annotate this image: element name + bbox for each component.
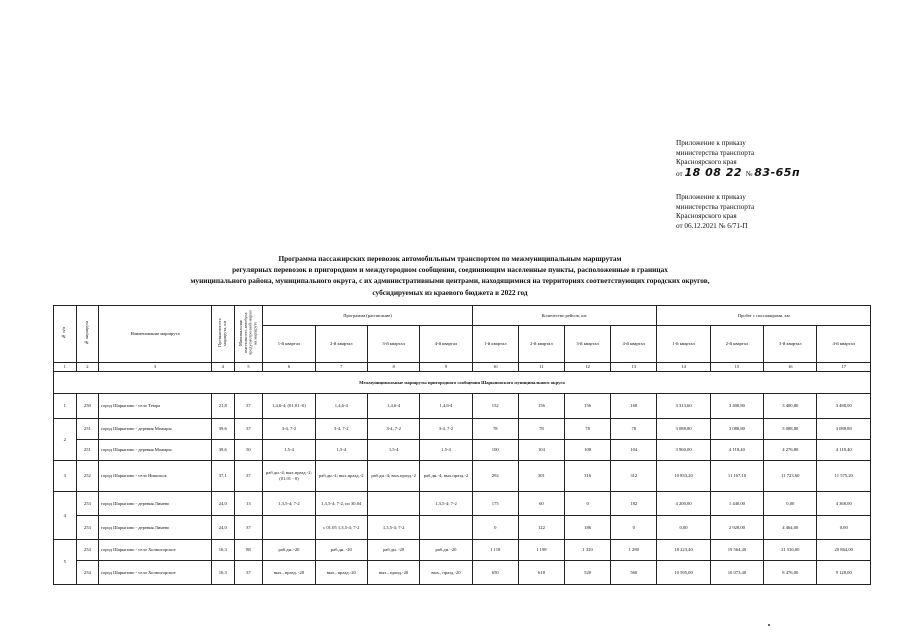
row-number: 5 (54, 540, 77, 585)
trips-q4: 104 (611, 440, 657, 461)
bus-capacity: 50 (234, 440, 263, 461)
title-line: субсидируемых из краевого бюджета в 2022 год (372, 287, 528, 297)
route-length: 24,0 (212, 516, 235, 540)
header-capacity: Минимальная вместимость автобуса предусмотренной марки на маршруте (234, 306, 263, 363)
table-row (54, 419, 871, 440)
from-label: от (676, 169, 683, 178)
appendix-date-line (676, 165, 801, 180)
mileage-q4: 9 128,00 (817, 561, 871, 585)
col-number: 4 (212, 363, 235, 372)
header-q2: 2-й квартал (315, 326, 367, 363)
mileage-q2: 3 088,80 (710, 419, 763, 440)
program-q4: раб.дн.-4; вых.празд.-2 (420, 461, 472, 492)
col-number: 17 (817, 363, 871, 372)
trips-q4: 0 (611, 516, 657, 540)
mileage-q4: 20 864,00 (817, 540, 871, 561)
trips-q1: 1 118 (472, 540, 518, 561)
bus-capacity: 37 (234, 419, 263, 440)
route-length: 16,3 (212, 561, 235, 585)
program-q3: раб.дн. -20 (367, 540, 419, 561)
trips-q2: 122 (518, 516, 564, 540)
program-q4: 1,4,6-4 (420, 394, 472, 419)
bus-capacity: 37 (234, 561, 263, 585)
program-q1: вых., празд. -20 (263, 561, 315, 585)
program-q4 (420, 516, 472, 540)
route-number: 253 (76, 492, 99, 516)
route-number: 254 (76, 540, 99, 561)
header-trips: Количество рейсов, шт. (472, 306, 657, 326)
mileage-q1: 3 313,60 (657, 394, 710, 419)
col-number: 5 (234, 363, 263, 372)
program-q4: 1,5-4 (420, 440, 472, 461)
program-q4: 1,3,5-4; 7-2 (420, 492, 472, 516)
col-number: 12 (565, 363, 611, 372)
col-number: 10 (472, 363, 518, 372)
program-q2: 1,5-4 (315, 440, 367, 461)
program-q2: с 01.05 1,3,5-4; 7-2 (315, 516, 367, 540)
trips-q2: 60 (518, 492, 564, 516)
program-q1: 1,5-4 (263, 440, 315, 461)
mileage-q1: 10 595,00 (657, 561, 710, 585)
route-name: город Шарыпово - село Холмогорское (99, 561, 212, 585)
mileage-q1: 3 088,80 (657, 419, 710, 440)
trips-q4: 182 (611, 492, 657, 516)
trips-q4: 312 (611, 461, 657, 492)
title-line: Программа пассажирских перевозок автомобильным транспортом по межмуниципальным маршрутам (278, 254, 622, 263)
col-number: 8 (367, 363, 419, 372)
program-q3 (367, 492, 419, 516)
trips-q1: 650 (472, 561, 518, 585)
handwritten-date: 18 08 22 (684, 165, 743, 179)
table-row (54, 492, 871, 516)
document-title (150, 253, 750, 298)
header-num: № п/п (54, 306, 77, 363)
col-number: 6 (263, 363, 315, 372)
mileage-q1: 10 833,20 (657, 461, 710, 492)
mileage-q4: 3 088,80 (817, 419, 871, 440)
appendix-line: Приложение к приказу (676, 139, 746, 147)
trips-q3: 1 320 (565, 540, 611, 561)
program-q2: 1,3,5-4; 7-2, по 30.04 (315, 492, 367, 516)
header-q3: 3-й квартал (565, 326, 611, 363)
program-q4: 3-4, 7-2 (420, 419, 472, 440)
mileage-q1: 18 223,40 (657, 540, 710, 561)
trips-q1: 0 (472, 516, 518, 540)
header-q1: 1-й квартал (657, 326, 710, 363)
col-number: 16 (764, 363, 817, 372)
trips-q1: 78 (472, 419, 518, 440)
mileage-q2: 19 564,40 (710, 540, 763, 561)
program-q4: раб.дн. -20 (420, 540, 472, 561)
section-heading: Межмуниципальные маршруты пригородного сообщения Шарыповского муниципального округа (54, 372, 871, 394)
table-row (54, 516, 871, 540)
col-number: 9 (420, 363, 472, 372)
col-number: 1 (54, 363, 77, 372)
route-name: город Шарыпово - село Темра (99, 394, 212, 419)
program-q1: 1,3,5-4; 7-2 (263, 492, 315, 516)
program-q3: 3-4, 7-2 (367, 419, 419, 440)
bus-capacity: 37 (234, 461, 263, 492)
title-line: регулярных перевозок в пригородном и междугородном сообщении, соединяющим населенные пункты, расположенные в границах (232, 265, 668, 275)
col-number: 2 (76, 363, 99, 372)
mileage-q3: 3 088,80 (764, 419, 817, 440)
header-q3: 3-й квартал (367, 326, 419, 363)
route-name: город Шарыпово - деревня Можары (99, 419, 212, 440)
mileage-q2: 3 400,80 (710, 394, 763, 419)
mileage-q2: 10 073,40 (710, 561, 763, 585)
program-q1: раб.дн.-4; вых.празд.-2; (01.01 - 0) (263, 461, 315, 492)
trips-q2: 104 (518, 440, 564, 461)
trips-q3: 316 (565, 461, 611, 492)
bus-capacity: 37 (234, 394, 263, 419)
header-q2: 2-й квартал (710, 326, 763, 363)
trips-q2: 78 (518, 419, 564, 440)
appendix-order-block (676, 139, 800, 179)
header-program: Программа (расписание) (263, 306, 472, 326)
route-number: 254 (76, 561, 99, 585)
bus-capacity: 37 (234, 516, 263, 540)
trips-q3: 186 (565, 516, 611, 540)
route-length: 39,6 (212, 440, 235, 461)
appendix-line: Приложение к приказу (676, 193, 746, 201)
route-name: город Шарыпово - деревня Линево (99, 516, 212, 540)
trips-q3: 78 (565, 419, 611, 440)
route-name: город Шарыпово - село Холмогорское (99, 540, 212, 561)
table-row (54, 461, 871, 492)
mileage-q4: 11 575,20 (817, 461, 871, 492)
program-q2: 3-4, 7-2 (315, 419, 367, 440)
row-number: 1 (54, 394, 77, 419)
row-number: 2 (54, 419, 77, 461)
program-q3: раб.дн.-4; вых.празд.-2 (367, 461, 419, 492)
col-number: 14 (657, 363, 710, 372)
program-q1: 3-4, 7-2 (263, 419, 315, 440)
header-route-name: Наименование маршрута (99, 306, 212, 363)
program-q3: 1,4,6-4 (367, 394, 419, 419)
header-q4: 4-й квартал (611, 326, 657, 363)
column-numbers-row (54, 363, 871, 372)
mileage-q1: 4 200,00 (657, 492, 710, 516)
trips-q4: 78 (611, 419, 657, 440)
program-q4: вых., празд.-20 (420, 561, 472, 585)
header-route-no: № маршрута (76, 306, 99, 363)
program-q1: раб.дн. -20 (263, 540, 315, 561)
route-number: 253 (76, 516, 99, 540)
mileage-q3: 3 400,80 (764, 394, 817, 419)
appendix-line: министерства транспорта (676, 148, 755, 157)
trips-q2: 618 (518, 561, 564, 585)
trips-q3: 108 (565, 440, 611, 461)
trips-q4: 560 (611, 561, 657, 585)
header-row (54, 306, 871, 326)
mileage-q3: 0,00 (764, 492, 817, 516)
trips-q2: 156 (518, 394, 564, 419)
header-q1: 1-й квартал (472, 326, 518, 363)
program-q2: раб.дн.-4; вых.празд.-2 (315, 461, 367, 492)
mileage-q2: 4 118,40 (710, 440, 763, 461)
handwritten-number: 83-65п (754, 165, 801, 179)
route-length: 37,1 (212, 461, 235, 492)
mileage-q4: 4 118,40 (817, 440, 871, 461)
table-row (54, 440, 871, 461)
appendix-previous-order-block (676, 193, 754, 231)
trips-q4: 1 280 (611, 540, 657, 561)
table-row (54, 540, 871, 561)
trips-q2: 1 198 (518, 540, 564, 561)
header-mileage: Пробег с пассажирами, км (657, 306, 871, 326)
mileage-q2: 1 440,00 (710, 492, 763, 516)
mileage-q4: 4 368,00 (817, 492, 871, 516)
appendix-line: министерства транспорта (676, 202, 755, 211)
route-number: 250 (76, 394, 99, 419)
scan-speck (768, 624, 770, 626)
header-q4: 4-й квартал (420, 326, 472, 363)
appendix-line: Красноярского края (676, 158, 737, 167)
mileage-q2: 2 928,00 (710, 516, 763, 540)
program-q1: 1,4,6-4; (01.01.-0) (263, 394, 315, 419)
col-number: 3 (99, 363, 212, 372)
col-number: 13 (611, 363, 657, 372)
routes-table (53, 305, 871, 585)
program-q2: раб.дн. -20 (315, 540, 367, 561)
trips-q1: 100 (472, 440, 518, 461)
mileage-q3: 4 276,80 (764, 440, 817, 461)
section-row (54, 372, 871, 394)
table-row (54, 561, 871, 585)
mileage-q1: 3 960,00 (657, 440, 710, 461)
header-q2: 2-й квартал (518, 326, 564, 363)
table-row (54, 394, 871, 419)
header-length: Протяженность маршрута, км (212, 306, 235, 363)
number-label: № (745, 169, 753, 178)
mileage-q3: 11 723,60 (764, 461, 817, 492)
route-length: 39,6 (212, 419, 235, 440)
header-q3: 3-й квартал (764, 326, 817, 363)
trips-q3: 0 (565, 492, 611, 516)
route-name: город Шарыпово - деревня Линево (99, 492, 212, 516)
col-number: 15 (710, 363, 763, 372)
route-name: город Шарыпово - село Никольск (99, 461, 212, 492)
trips-q1: 152 (472, 394, 518, 419)
row-number: 4 (54, 492, 77, 540)
route-length: 16,3 (212, 540, 235, 561)
mileage-q3: 8 476,00 (764, 561, 817, 585)
trips-q3: 156 (565, 394, 611, 419)
trips-q3: 520 (565, 561, 611, 585)
program-q1 (263, 516, 315, 540)
program-q3: 1,5-4 (367, 440, 419, 461)
mileage-q4: 3 488,00 (817, 394, 871, 419)
route-length: 24,0 (212, 492, 235, 516)
program-q3: 1,3,5-4; 7-2 (367, 516, 419, 540)
bus-capacity: 88 (234, 540, 263, 561)
program-q3: вых., празд.-20 (367, 561, 419, 585)
col-number: 11 (518, 363, 564, 372)
row-number: 3 (54, 461, 77, 492)
mileage-q1: 0,00 (657, 516, 710, 540)
title-line: муниципального района, муниципального округа, с их административными центрами, находящимися на территориях соответствующих городских округов, (190, 276, 710, 286)
header-q1: 1-й квартал (263, 326, 315, 363)
trips-q1: 175 (472, 492, 518, 516)
col-number: 7 (315, 363, 367, 372)
trips-q4: 160 (611, 394, 657, 419)
appendix-line: от 06.12.2021 № 6/71-П (676, 221, 748, 230)
trips-q1: 292 (472, 461, 518, 492)
mileage-q4: 0,00 (817, 516, 871, 540)
route-name: город Шарыпово - деревня Можары (99, 440, 212, 461)
program-q2: 1,4,6-4 (315, 394, 367, 419)
mileage-q3: 21 516,00 (764, 540, 817, 561)
trips-q2: 301 (518, 461, 564, 492)
program-q2: вых., празд.-20 (315, 561, 367, 585)
mileage-q2: 11 167,10 (710, 461, 763, 492)
bus-capacity: 13 (234, 492, 263, 516)
route-number: 252 (76, 461, 99, 492)
route-length: 21,8 (212, 394, 235, 419)
header-q4: 4-й квартал (817, 326, 871, 363)
appendix-line: Красноярского края (676, 212, 737, 221)
route-number: 251 (76, 440, 99, 461)
mileage-q3: 4 464,00 (764, 516, 817, 540)
route-number: 251 (76, 419, 99, 440)
table-body (54, 394, 871, 585)
